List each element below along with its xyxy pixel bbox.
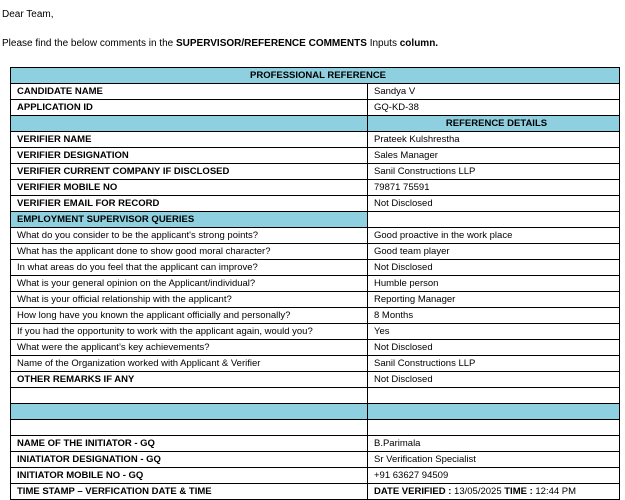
query-question: In what areas do you feel that the applicant can improve? <box>11 260 368 276</box>
spacer-cell <box>368 388 620 404</box>
reference-details-header: REFERENCE DETAILS <box>368 116 620 132</box>
verifier-label: VERIFIER EMAIL FOR RECORD <box>11 196 368 212</box>
spacer-cell <box>368 420 620 436</box>
queries-header: EMPLOYMENT SUPERVISOR QUERIES <box>11 212 368 228</box>
application-id-value: GQ-KD-38 <box>368 100 620 116</box>
query-answer: Not Disclosed <box>368 340 620 356</box>
spacer-cell <box>11 388 368 404</box>
query-answer: Yes <box>368 324 620 340</box>
divider-cell <box>368 404 620 420</box>
instruction-text <box>2 38 438 50</box>
instruction-bold: SUPERVISOR/REFERENCE COMMENTS <box>175 38 367 49</box>
instruction-suffix: column. <box>399 38 439 49</box>
verifier-value: Sanil Constructions LLP <box>368 164 620 180</box>
reference-details-header-row <box>11 116 620 132</box>
query-answer: Good team player <box>368 244 620 260</box>
query-question: What is your official relationship with the applicant? <box>11 292 368 308</box>
initiator-value: B.Parimala <box>368 436 620 452</box>
instruction-middle: Inputs <box>366 38 400 49</box>
date-verified-value: 13/05/2025 <box>451 485 505 497</box>
queries-header-row <box>11 212 620 228</box>
verifier-row <box>11 180 620 196</box>
spacer-row <box>11 388 620 404</box>
time-value: 12:44 PM <box>532 485 577 497</box>
query-row <box>11 260 620 276</box>
verifier-row <box>11 148 620 164</box>
query-question: What were the applicant’s key achievements? <box>11 340 368 356</box>
query-row <box>11 356 620 372</box>
candidate-name-label: CANDIDATE NAME <box>11 84 368 100</box>
reference-details-blank <box>11 116 368 132</box>
verifier-label: VERIFIER DESIGNATION <box>11 148 368 164</box>
application-id-label: APPLICATION ID <box>11 100 368 116</box>
spacer-cell <box>11 420 368 436</box>
verifier-value: Prateek Kulshrestha <box>368 132 620 148</box>
query-answer: Good proactive in the work place <box>368 228 620 244</box>
instruction-prefix: Please find the below comments in the <box>2 38 176 49</box>
divider-cell <box>11 404 368 420</box>
query-question: What is your general opinion on the Applicant/individual? <box>11 276 368 292</box>
query-row <box>11 276 620 292</box>
initiator-label: INITIATOR MOBILE NO - GQ <box>11 468 368 484</box>
other-remarks-value: Not Disclosed <box>368 372 620 388</box>
spacer-row <box>11 420 620 436</box>
query-answer: Humble person <box>368 276 620 292</box>
candidate-name-row <box>11 84 620 100</box>
verifier-value: 79871 75591 <box>368 180 620 196</box>
table-title-row <box>11 68 620 84</box>
initiator-row <box>11 452 620 468</box>
query-answer: 8 Months <box>368 308 620 324</box>
initiator-label: NAME OF THE INITIATOR - GQ <box>11 436 368 452</box>
query-question: What has the applicant done to show good moral character? <box>11 244 368 260</box>
initiator-label: INIATIATOR DESIGNATION - GQ <box>11 452 368 468</box>
professional-reference-table <box>10 67 620 500</box>
query-question: What do you consider to be the applicant's strong points? <box>11 228 368 244</box>
query-question: If you had the opportunity to work with the applicant again, would you? <box>11 324 368 340</box>
date-verified-label: DATE VERIFIED : <box>374 485 452 497</box>
verifier-row <box>11 196 620 212</box>
query-row <box>11 244 620 260</box>
query-question: Name of the Organization worked with Applicant & Verifier <box>11 356 368 372</box>
query-question: How long have you known the applicant officially and personally? <box>11 308 368 324</box>
time-label: TIME : <box>504 485 533 497</box>
query-row <box>11 324 620 340</box>
query-answer: Sanil Constructions LLP <box>368 356 620 372</box>
initiator-row <box>11 436 620 452</box>
queries-header-blank <box>368 212 620 228</box>
query-row <box>11 308 620 324</box>
verifier-row <box>11 164 620 180</box>
query-answer: Not Disclosed <box>368 260 620 276</box>
query-answer: Reporting Manager <box>368 292 620 308</box>
verifier-label: VERIFIER MOBILE NO <box>11 180 368 196</box>
other-remarks-row <box>11 372 620 388</box>
verifier-value: Not Disclosed <box>368 196 620 212</box>
application-id-row <box>11 100 620 116</box>
verifier-label: VERIFIER CURRENT COMPANY IF DISCLOSED <box>11 164 368 180</box>
greeting-text: Dear Team, <box>2 9 54 20</box>
query-row <box>11 340 620 356</box>
timestamp-label: TIME STAMP – VERFICATION DATE & TIME <box>11 484 368 500</box>
candidate-name-value: Sandya V <box>368 84 620 100</box>
verifier-value: Sales Manager <box>368 148 620 164</box>
initiator-value: Sr Verification Specialist <box>368 452 620 468</box>
verifier-label: VERIFIER NAME <box>11 132 368 148</box>
initiator-value: +91 63627 94509 <box>368 468 620 484</box>
initiator-row <box>11 468 620 484</box>
other-remarks-label: OTHER REMARKS IF ANY <box>11 372 368 388</box>
verifier-row <box>11 132 620 148</box>
divider-row <box>11 404 620 420</box>
query-row <box>11 228 620 244</box>
table-title: PROFESSIONAL REFERENCE <box>11 68 620 84</box>
query-row <box>11 292 620 308</box>
